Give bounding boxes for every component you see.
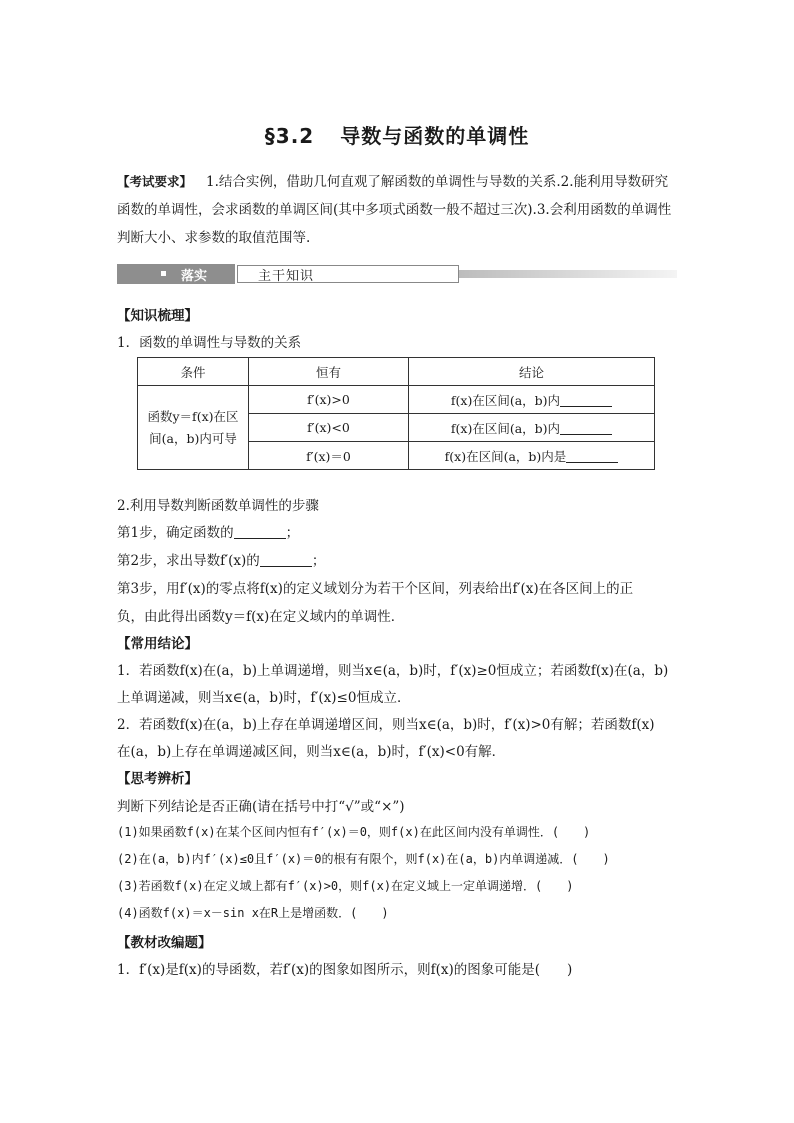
step-2 [117, 549, 325, 569]
step-1 [117, 521, 299, 541]
band-left-block [117, 264, 235, 284]
condition-line-1: 函数y＝f(x)在区 [147, 408, 239, 424]
judgement-tag: 【思考辨析】 [117, 771, 198, 787]
step-2-suffix: ； [311, 553, 326, 569]
judgement-item: (1)如果函数f(x)在某个区间内恒有f′(x)＝0，则f(x)在此区间内没有单调性．( ) [117, 825, 591, 839]
step-2-text: 第2步，求出导数f′(x)的 [117, 553, 260, 569]
step-3-line-1: 第3步，用f′(x)的零点将f(x)的定义域划分为若干个区间，列表给出f′(x)在各区间上的正 [117, 581, 634, 597]
conclusion-text: f(x)在区间(a，b)内 [450, 392, 561, 408]
judgement-item: (4)函数f(x)＝x－sin x在R上是增函数．( ) [117, 906, 389, 920]
textbook-question-1: 1．f′(x)是f(x)的导函数，若f′(x)的图象如图所示，则f(x)的图象可能是( ) [117, 962, 573, 978]
section-title: 导数与函数的单调性 [340, 124, 530, 148]
conclusion-2-line-1: 2．若函数f(x)在(a，b)上存在单调递增区间，则当x∈(a，b)时，f′(x)>0有解；若函数f(x) [117, 717, 655, 733]
conclusion-1-line-2: 上单调递减，则当x∈(a，b)时，f′(x)≤0恒成立． [117, 690, 411, 706]
judgement-intro: 判断下列结论是否正确(请在括号中打“√”或“×”) [117, 799, 405, 815]
requirements-tag: 【考试要求】 [117, 174, 193, 189]
conclusion-2-line-2: 在(a，b)上存在单调递减区间，则当x∈(a，b)时，f′(x)<0有解． [117, 744, 506, 760]
conclusion-1-line-1: 1．若函数f(x)在(a，b)上单调递增，则当x∈(a，b)时，f′(x)≥0恒成立；若函数f(x)在(a，b) [117, 663, 669, 679]
section-number: §3.2 [264, 124, 315, 148]
section-band [117, 264, 677, 284]
table-header-row [138, 358, 655, 386]
condition-line-2: 间(a，b)内可导 [149, 430, 237, 446]
textbook-tag: 【教材改编题】 [117, 935, 212, 951]
step-3-line-2: 负，由此得出函数y＝f(x)在定义域内的单调性． [117, 609, 405, 625]
derivative-monotonicity-table [137, 357, 655, 470]
band-left-label: 落实 [181, 269, 208, 284]
table-condition-cell [138, 386, 249, 470]
table-derivative-cell: f′(x)＝0 [249, 442, 409, 470]
conclusion-text: f(x)在区间(a，b)内是 [444, 448, 567, 464]
table-conclusion-cell [409, 414, 655, 442]
band-right-label: 主干知识 [258, 269, 315, 284]
conclusions-tag: 【常用结论】 [117, 636, 198, 652]
exam-requirements [117, 168, 677, 252]
conclusion-text: f(x)在区间(a，b)内 [450, 420, 561, 436]
table-conclusion-cell [409, 442, 655, 470]
judgement-item: (3)若函数f(x)在定义域上都有f′(x)>0，则f(x)在定义域上一定单调递增．( ) [117, 879, 574, 893]
table-derivative-cell: f′(x)<0 [249, 414, 409, 442]
table-derivative-cell: f′(x)>0 [249, 386, 409, 414]
page-title [0, 120, 794, 149]
table-conclusion-cell [409, 386, 655, 414]
judgement-item: (2)在(a，b)内f′(x)≤0且f′(x)＝0的根有有限个，则f(x)在(a，b)内单调递减．( ) [117, 852, 610, 866]
band-fade-bar [459, 270, 677, 278]
table-row [138, 386, 655, 414]
answer-blank [560, 393, 612, 407]
table-header-cell: 条件 [138, 358, 249, 386]
answer-blank [560, 421, 612, 435]
knowledge-heading-1: 1．函数的单调性与导数的关系 [117, 335, 302, 351]
band-right-block [237, 265, 459, 283]
requirements-text: 1.结合实例，借助几何直观了解函数的单调性与导数的关系.2.能利用导数研究函数的单调性，会求函数的单调区间(其中多项式函数一般不超过三次).3.会利用函数的单调性判断大小、求参数的取值范围等. [117, 174, 672, 246]
bullet-icon [161, 271, 166, 276]
answer-blank [234, 525, 286, 539]
step-1-suffix: ； [285, 525, 300, 541]
knowledge-heading-2: 2.利用导数判断函数单调性的步骤 [117, 498, 319, 514]
answer-blank [260, 553, 312, 567]
step-1-text: 第1步，确定函数的 [117, 525, 234, 541]
answer-blank [566, 449, 618, 463]
table-header-cell: 恒有 [249, 358, 409, 386]
knowledge-tag: 【知识梳理】 [117, 308, 198, 324]
table-header-cell: 结论 [409, 358, 655, 386]
